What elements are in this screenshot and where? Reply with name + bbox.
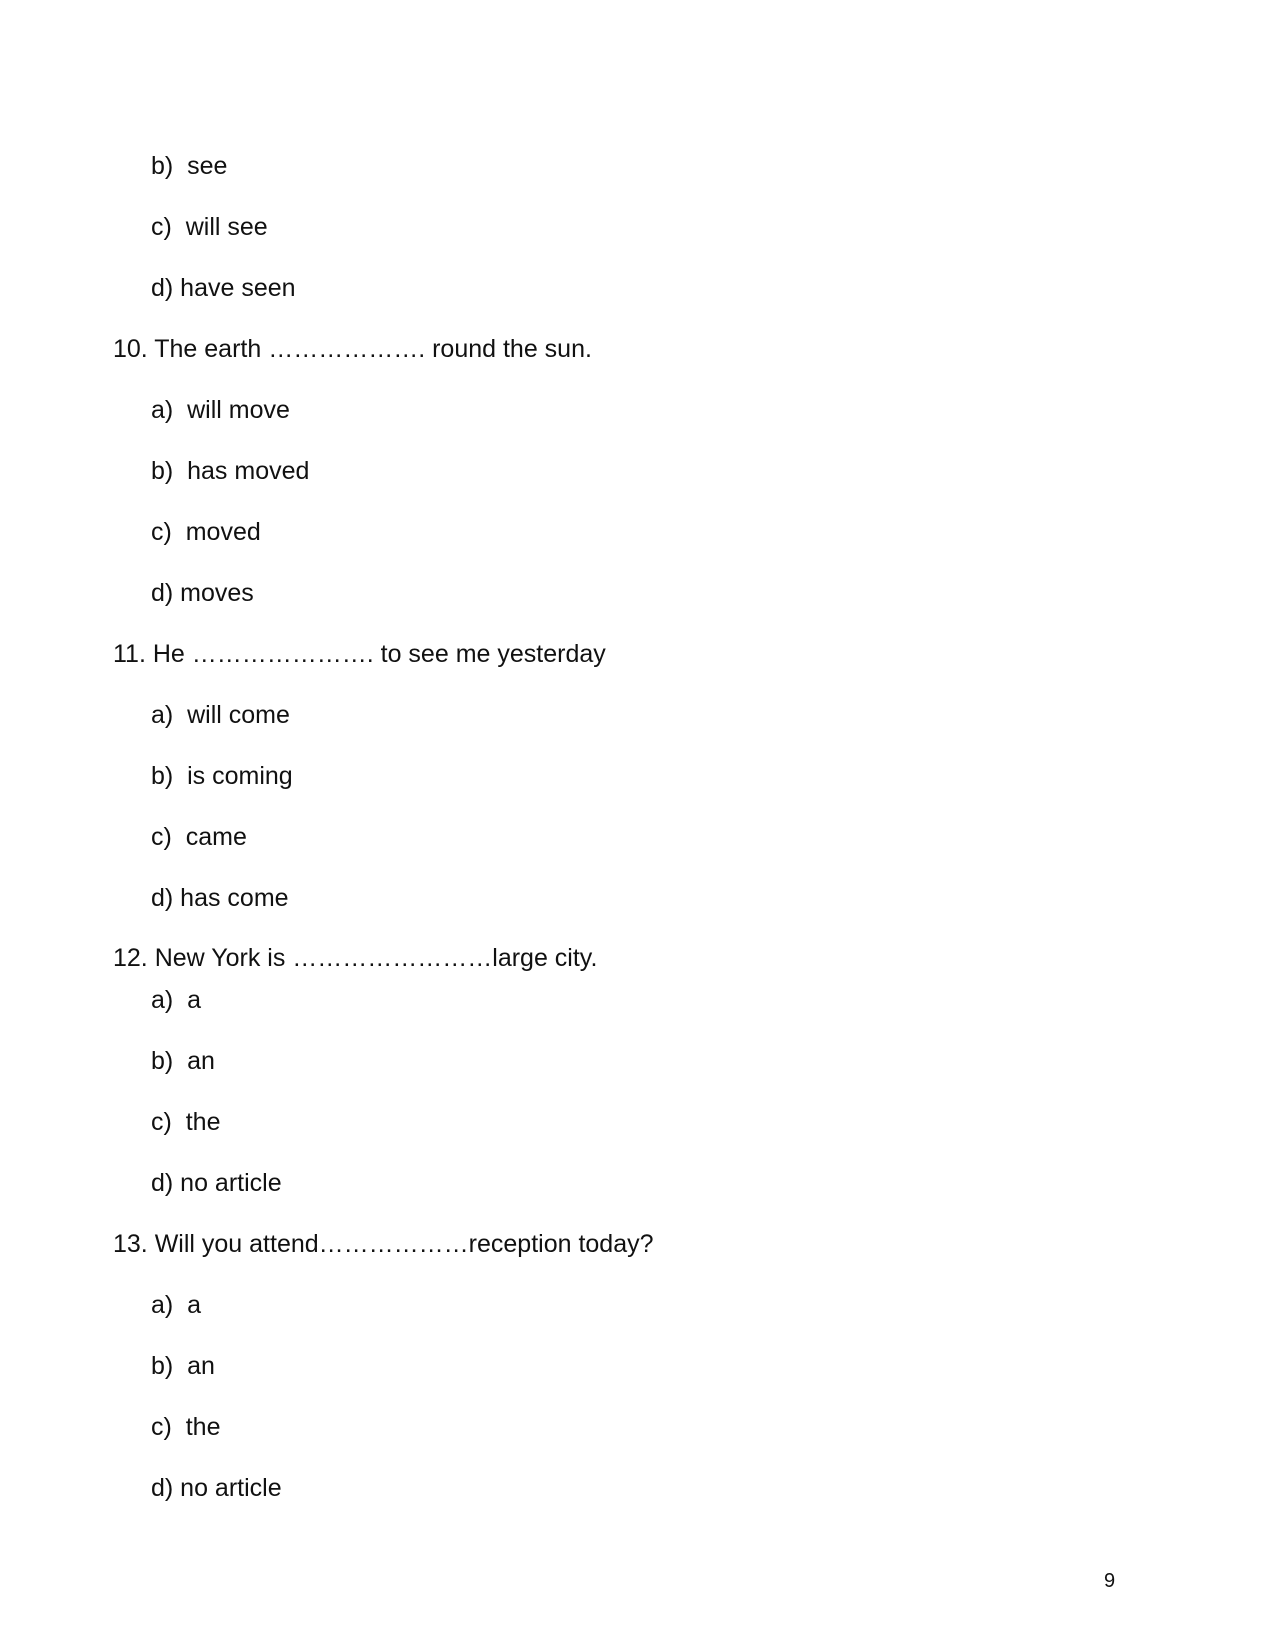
option-b-see: b) see (151, 152, 228, 180)
question-10-option-b: b) has moved (151, 457, 310, 485)
question-11-option-c: c) came (151, 823, 247, 851)
page-number: 9 (1104, 1570, 1116, 1592)
question-10-option-a: a) will move (151, 396, 290, 424)
question-11-option-d: d) has come (151, 884, 289, 912)
question-10: 10. The earth ………………. round the sun. (113, 335, 592, 363)
option-c-will-see: c) will see (151, 213, 268, 241)
question-13-option-c: c) the (151, 1413, 221, 1441)
question-11-option-b: b) is coming (151, 762, 293, 790)
question-12: 12. New York is ……………………large city. (113, 944, 598, 972)
question-10-option-d: d) moves (151, 579, 254, 607)
question-10-option-c: c) moved (151, 518, 261, 546)
question-11: 11. He …………………. to see me yesterday (113, 640, 606, 668)
question-13-option-d: d) no article (151, 1474, 282, 1502)
question-13-option-a: a) a (151, 1291, 202, 1319)
question-13-option-b: b) an (151, 1352, 215, 1380)
question-13: 13. Will you attend………………reception today? (113, 1230, 654, 1258)
question-12-option-a: a) a (151, 986, 202, 1014)
question-12-option-c: c) the (151, 1108, 221, 1136)
question-11-option-a: a) will come (151, 701, 290, 729)
option-d-have-seen: d) have seen (151, 274, 296, 302)
question-12-option-b: b) an (151, 1047, 215, 1075)
question-12-option-d: d) no article (151, 1169, 282, 1197)
